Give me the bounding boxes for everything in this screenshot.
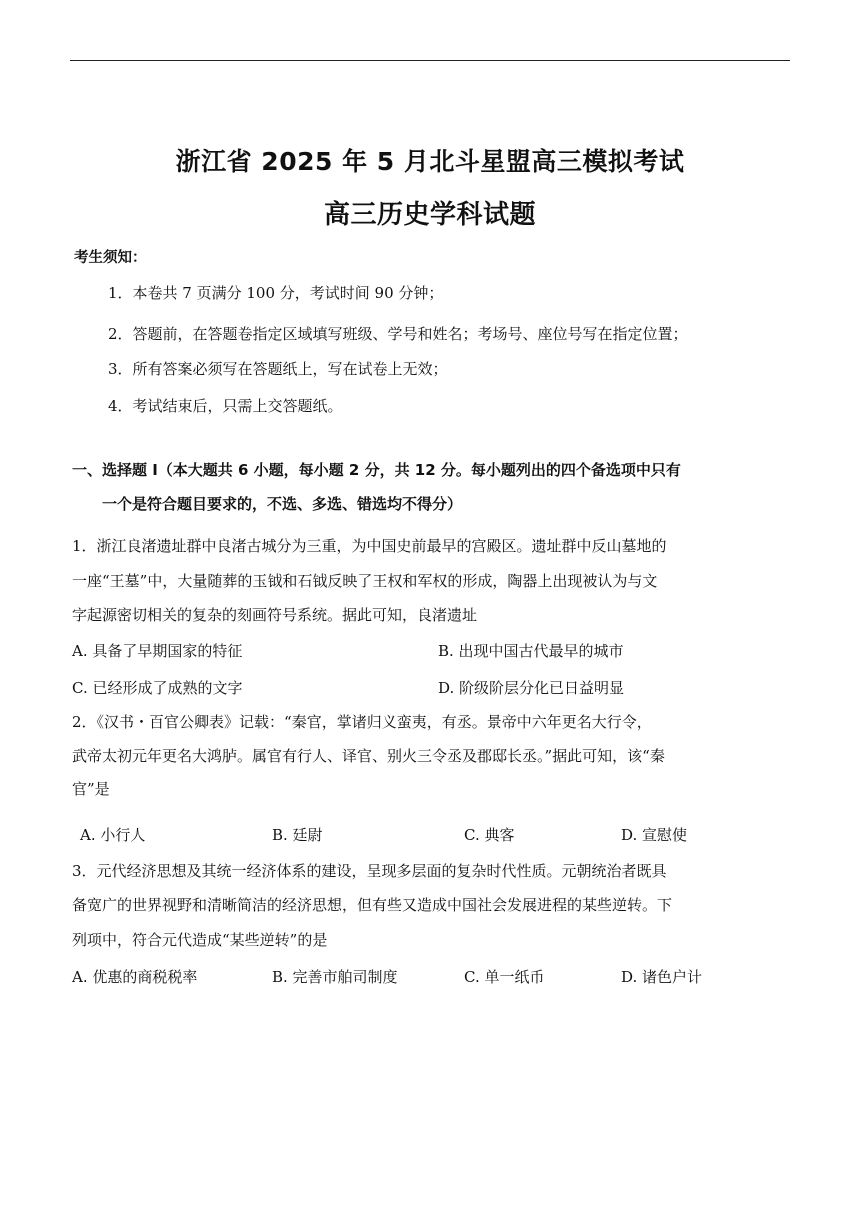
notice-item: 3．所有答案必须写在答题纸上，写在试卷上无效； — [108, 360, 448, 378]
question-1-option-c[interactable]: C. 已经形成了成熟的文字 — [72, 679, 243, 697]
question-2-option-d[interactable]: D. 宣慰使 — [621, 826, 688, 844]
section-heading-continued: 一个是符合题目要求的，不选、多选、错选均不得分） — [102, 495, 463, 513]
notice-item: 1．本卷共 7 页满分 100 分，考试时间 90 分钟； — [108, 284, 444, 302]
notice-heading: 考生须知： — [74, 250, 147, 266]
exam-subtitle: 高三历史学科试题 — [323, 200, 536, 230]
question-1-text: 字起源密切相关的复杂的刻画符号系统。据此可知，良渚遗址 — [72, 606, 478, 624]
question-3-option-d[interactable]: D. 诸色户计 — [621, 968, 703, 986]
notice-item: 2．答题前，在答题卷指定区域填写班级、学号和姓名；考场号、座位号写在指定位置； — [108, 325, 688, 343]
question-3-text: 3．元代经济思想及其统一经济体系的建设，呈现多层面的复杂时代性质。元朝统治者既具 — [72, 862, 667, 880]
question-3-text: 备宽广的世界视野和清晰简洁的经济思想，但有些又造成中国社会发展进程的某些逆转。下 — [72, 896, 673, 914]
question-1-text: 1．浙江良渚遗址群中良渚古城分为三重，为中国史前最早的宫殿区。遗址群中反山墓地的 — [72, 537, 667, 555]
question-2-text: 2．《汉书・百官公卿表》记载：“秦官，掌诸归义蛮夷，有丞。景帝中六年更名大行令， — [72, 713, 652, 731]
question-2-text: 武帝太初元年更名大鸿胪。属官有行人、译官、别火三令丞及郡邸长丞。”据此可知，该“秦 — [72, 747, 665, 765]
question-2-text: 官”是 — [72, 780, 110, 798]
header-rule — [70, 60, 790, 61]
question-1-option-a[interactable]: A. 具备了早期国家的特征 — [72, 642, 243, 660]
question-3-option-b[interactable]: B. 完善市舶司制度 — [272, 968, 398, 986]
question-1-text: 一座“王墓”中，大量随葬的玉钺和石钺反映了王权和军权的形成，陶器上出现被认为与文 — [72, 572, 658, 590]
question-3-option-c[interactable]: C. 单一纸币 — [464, 968, 545, 986]
question-2-option-b[interactable]: B. 廷尉 — [272, 826, 323, 844]
exam-title: 浙江省 2025 年 5 月北斗星盟高三模拟考试 — [175, 147, 685, 176]
question-3-option-a[interactable]: A. 优惠的商税税率 — [72, 968, 198, 986]
notice-item: 4．考试结束后，只需上交答题纸。 — [108, 397, 343, 415]
question-2-option-c[interactable]: C. 典客 — [464, 826, 515, 844]
question-2-option-a[interactable]: A. 小行人 — [80, 826, 146, 844]
question-3-text: 列项中，符合元代造成“某些逆转”的是 — [72, 931, 328, 949]
section-heading: 一、选择题 I（本大题共 6 小题，每小题 2 分，共 12 分。每小题列出的四个备选项中只有 — [72, 461, 681, 479]
question-1-option-d[interactable]: D. 阶级阶层分化已日益明显 — [438, 679, 625, 697]
question-1-option-b[interactable]: B. 出现中国古代最早的城市 — [438, 642, 624, 660]
